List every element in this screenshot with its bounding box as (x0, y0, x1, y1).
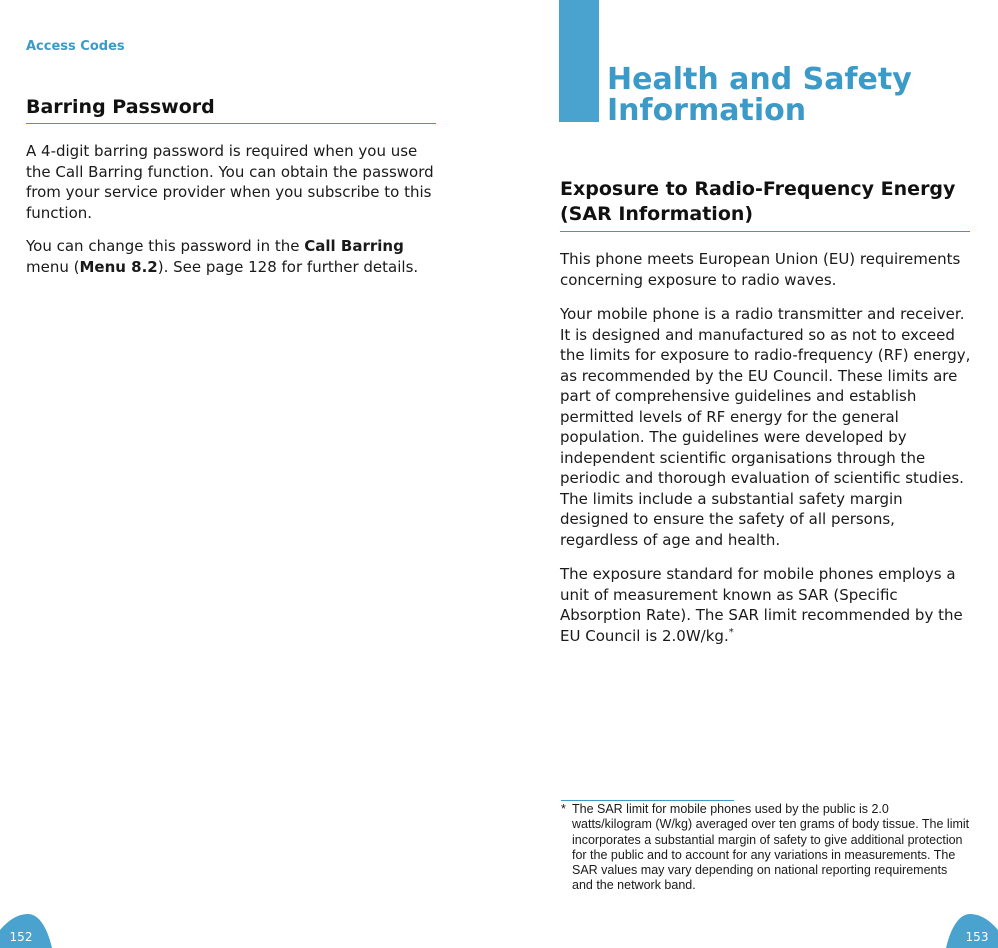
running-header: Access Codes (26, 39, 125, 54)
chapter-title: Health and Safety Information (607, 62, 912, 128)
paragraph-2: You can change this password in the Call Barring menu (Menu 8.2). See page 128 for further details. (26, 237, 419, 276)
section-title: Barring Password (26, 96, 215, 118)
right-page (499, 0, 998, 948)
paragraph-1: This phone meets European Union (EU) requirements concerning exposure to radio waves. (560, 250, 961, 289)
page-number-tab (944, 908, 998, 948)
footnote-text: The SAR limit for mobile phones used by the public is 2.0 watts/kilogram (W/kg) averaged over ten grams of body tissue. The limit incorporates a substantial margin of safety to give additional protection for the public and to account for any variations in measurements. The SAR values may vary depending on national reporting requirements and the network band. (572, 802, 970, 893)
page-number-tab (0, 908, 54, 948)
paragraph-2: Your mobile phone is a radio transmitter and receiver. It is designed and manufactured so as not to exceed the limits for exposure to radio-frequency (RF) energy, as recommended by the EU Council. These limits are part of comprehensive guidelines and establish permitted levels of RF energy for the general population. The guidelines were developed by independent scientific organisations through the periodic and thorough evaluation of scientific studies. The limits include a substantial safety margin designed to ensure the safety of all persons, regardless of age and health. (560, 305, 971, 549)
section-rule (560, 231, 970, 232)
chapter-block (559, 0, 599, 122)
section-title: Exposure to Radio-Frequency Energy (SAR Information) (560, 178, 956, 225)
page-number: 152 (9, 930, 33, 944)
footnote-mark: * (561, 802, 566, 816)
section-rule (26, 123, 436, 124)
footnote (561, 802, 971, 894)
paragraph-3: The exposure standard for mobile phones employs a unit of measurement known as SAR (Specific Absorption Rate). The SAR limit recommended by the EU Council is 2.0W/kg.* (560, 565, 963, 645)
paragraph-1: A 4-digit barring password is required when you use the Call Barring function. You can obtain the password from your service provider when you subscribe to this function. (26, 142, 434, 222)
page-number: 153 (965, 930, 989, 944)
footnote-rule (561, 800, 734, 801)
